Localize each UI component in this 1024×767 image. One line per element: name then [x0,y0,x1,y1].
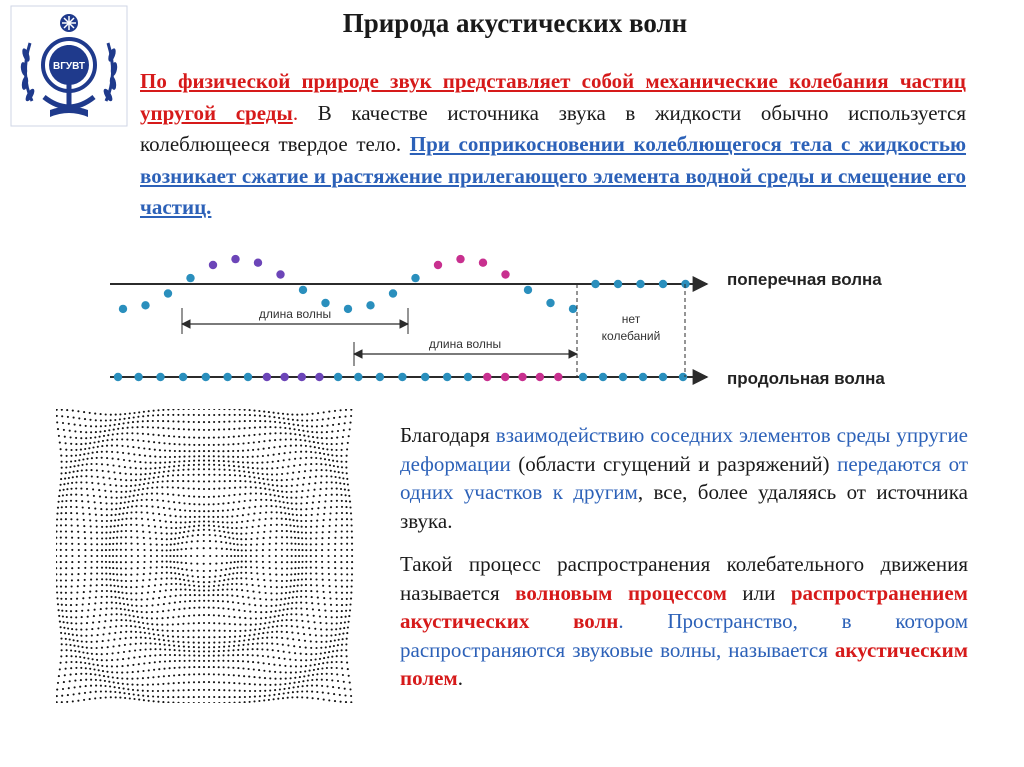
longitudinal-particle [398,373,406,381]
transverse-particle [164,289,172,297]
wavelength-label-2: длина волны [428,337,502,351]
concentric-wave-pattern [56,409,354,703]
p3-term-propagation: распространением акустических волн [400,580,968,633]
longitudinal-particle [179,373,187,381]
transverse-particle [524,286,532,294]
longitudinal-particle [202,373,210,381]
longitudinal-particle [421,373,429,381]
no-oscillation-label-1: нет [621,312,641,326]
wave-diagram [95,244,955,394]
longitudinal-particle [518,373,526,381]
longitudinal-wave-label: продольная волна [727,369,885,388]
transverse-particle [434,261,442,269]
transverse-particle [411,274,419,282]
no-oscillation-label-2: колебаний [601,329,661,343]
transverse-particle [659,280,667,288]
longitudinal-particle [376,373,384,381]
transverse-particle [209,261,217,269]
longitudinal-particle [263,373,271,381]
longitudinal-particle [223,373,231,381]
longitudinal-particle [334,373,342,381]
intro-period: . [292,100,318,125]
p2-text: , все, более удаляясь от источника звука. [400,480,969,533]
transverse-particle [479,259,487,267]
transverse-particle [614,280,622,288]
p3-text: или [726,580,791,605]
transverse-particle [456,255,464,263]
longitudinal-particle [536,373,544,381]
p2-highlight-interaction: взаимодействию соседних элементов среды упругие деформации [400,423,968,476]
intro-paragraph [140,66,966,224]
intro-sentence-contact: При соприкосновении колеблющегося тела с жидкостью возникает сжатие и растяжение прилегающего элемента водной среды и смещение его частиц. [140,132,967,219]
p3-term-wave-process: волновым процессом [515,580,727,605]
longitudinal-particle [679,373,687,381]
longitudinal-particle [659,373,667,381]
propagation-paragraph [400,421,968,535]
p3-text: Такой процесс распространения колебательного движения называется [400,552,968,605]
longitudinal-particle [354,373,362,381]
transverse-particle [321,299,329,307]
logo-text: ВГУВТ [52,61,86,72]
intro-sentence-source: В качестве источника звука в жидкости обычно используется колеблющееся твердое тело. [140,100,966,156]
p2-highlight-transfer: передаются от одних участков к другим [400,451,968,504]
longitudinal-particle [599,373,607,381]
transverse-particle [254,259,262,267]
longitudinal-particle [156,373,164,381]
longitudinal-particle [464,373,472,381]
transverse-particle [344,305,352,313]
p3-text-space: . Пространство, в котором распространяются звуковые волны, называется [400,609,968,662]
transverse-wave-label: поперечная волна [727,270,882,289]
p3-text: . [457,666,463,690]
transverse-particle [299,286,307,294]
longitudinal-particle [483,373,491,381]
longitudinal-particle [443,373,451,381]
longitudinal-particle [114,373,122,381]
transverse-particle [119,305,127,313]
transverse-particle [501,270,509,278]
longitudinal-particle [579,373,587,381]
transverse-particle [569,305,577,313]
transverse-particle [186,274,194,282]
transverse-particle [389,289,397,297]
transverse-particle [276,270,284,278]
longitudinal-particle [280,373,288,381]
longitudinal-particle [298,373,306,381]
transverse-particle [231,255,239,263]
university-logo [10,5,128,127]
transverse-particle [141,301,149,309]
p2-text: Благодаря [400,423,496,447]
longitudinal-particle [554,373,562,381]
wavelength-label-1: длина волны [258,307,332,321]
longitudinal-particle [501,373,509,381]
intro-sentence-physical-nature: По физической природе звук представляет собой механические колебания частиц упругой среды [140,69,966,125]
longitudinal-particle [315,373,323,381]
transverse-particle [546,299,554,307]
transverse-particle [366,301,374,309]
longitudinal-particle [619,373,627,381]
longitudinal-particle [134,373,142,381]
wave-process-paragraph [400,550,968,693]
transverse-particle [636,280,644,288]
longitudinal-particle [244,373,252,381]
page-title: Природа акустических волн [342,8,688,38]
transverse-particle [591,280,599,288]
p2-text: (области сгущений и разряжений) [510,451,838,476]
p3-term-acoustic-field: акустическим полем [400,637,968,690]
longitudinal-particle [639,373,647,381]
